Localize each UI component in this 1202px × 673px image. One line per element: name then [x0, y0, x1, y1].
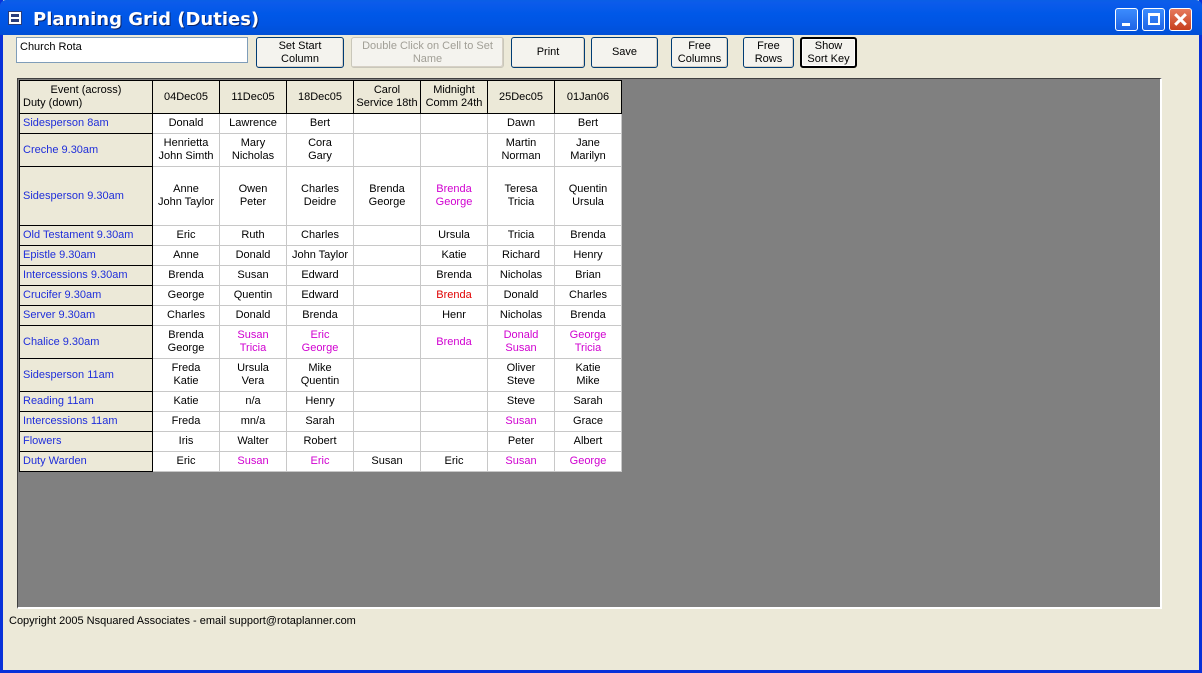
cell-name: Freda: [171, 362, 201, 374]
duty-row-header[interactable]: Reading 11am: [20, 392, 153, 412]
maximize-icon: [1148, 13, 1160, 25]
print-button[interactable]: Print: [511, 37, 585, 68]
cell-name: Richard: [502, 249, 540, 261]
grid-cell[interactable]: [354, 432, 421, 452]
show-sort-key-button[interactable]: [800, 37, 857, 68]
grid-cell[interactable]: [354, 326, 421, 359]
grid-cell[interactable]: [488, 134, 555, 167]
cell-name: Brenda: [436, 183, 472, 195]
planning-grid: [19, 80, 622, 472]
grid-cell[interactable]: [421, 452, 488, 472]
column-header-line: 01Jan06: [566, 90, 610, 103]
grid-cell[interactable]: [354, 266, 421, 286]
grid-cell[interactable]: [220, 392, 287, 412]
table-row: [20, 452, 622, 472]
show-sort-key-line-1: Show: [814, 39, 843, 52]
grid-cell[interactable]: [354, 246, 421, 266]
grid-cell[interactable]: [488, 246, 555, 266]
cell-name: Grace: [573, 415, 603, 427]
grid-cell[interactable]: [488, 452, 555, 472]
free-columns-line-1: Free: [688, 39, 711, 52]
grid-cell[interactable]: [287, 412, 354, 432]
table-row: [20, 266, 622, 286]
close-icon: [1170, 9, 1191, 30]
cell-name: Edward: [301, 289, 339, 301]
grid-cell[interactable]: [488, 326, 555, 359]
duty-row-header[interactable]: Flowers: [20, 432, 153, 452]
cell-name: John Taylor: [291, 249, 349, 261]
cell-name: Jane: [576, 137, 600, 149]
cell-name: Eric: [444, 455, 464, 467]
grid-cell[interactable]: [220, 246, 287, 266]
cell-name: Donald: [235, 309, 271, 321]
grid-cell[interactable]: [354, 359, 421, 392]
rota-name-input[interactable]: Church Rota: [16, 37, 248, 63]
free-columns-line-2: Columns: [677, 52, 722, 65]
cell-name: Eric: [310, 455, 330, 467]
cell-name: Quentin: [300, 375, 340, 387]
grid-cell[interactable]: [555, 114, 622, 134]
cell-name: Donald: [503, 289, 539, 301]
copyright-text: Copyright 2005 Nsquared Associates - email support@rotaplanner.com: [9, 615, 356, 627]
grid-cell[interactable]: [220, 432, 287, 452]
cell-name: Peter: [239, 196, 267, 208]
cell-name: Ursula: [438, 229, 470, 241]
hint-line-2: Name: [412, 52, 443, 65]
maximize-button[interactable]: [1142, 8, 1165, 31]
cell-name: Charles: [301, 183, 339, 195]
grid-cell[interactable]: [555, 306, 622, 326]
cell-name: Brenda: [570, 229, 606, 241]
grid-cell[interactable]: [421, 114, 488, 134]
duty-row-header[interactable]: Chalice 9.30am: [20, 326, 153, 359]
cell-name: Susan: [237, 269, 269, 281]
grid-cell[interactable]: [287, 286, 354, 306]
minimize-button[interactable]: [1115, 8, 1138, 31]
cell-name: Brian: [575, 269, 601, 281]
duty-row-header[interactable]: Old Testament 9.30am: [20, 226, 153, 246]
grid-cell[interactable]: [153, 359, 220, 392]
grid-cell[interactable]: [354, 134, 421, 167]
grid-cell[interactable]: [555, 226, 622, 246]
cell-name: George: [301, 342, 339, 354]
grid-cell[interactable]: [287, 114, 354, 134]
column-header-line: Service 18th: [356, 97, 418, 109]
cell-name: Donald: [168, 117, 204, 129]
cell-name: Owen: [238, 183, 268, 195]
free-rows-line-2: Rows: [754, 52, 783, 65]
window-title: Planning Grid (Duties): [33, 9, 260, 30]
grid-cell[interactable]: [421, 306, 488, 326]
grid-cell[interactable]: [153, 452, 220, 472]
grid-cell[interactable]: [488, 432, 555, 452]
duty-row-header[interactable]: Epistle 9.30am: [20, 246, 153, 266]
grid-cell[interactable]: [354, 412, 421, 432]
grid-cell[interactable]: [287, 326, 354, 359]
cell-name: Peter: [507, 435, 535, 447]
column-header[interactable]: [421, 81, 488, 114]
table-row: [20, 286, 622, 306]
cell-name: Freda: [171, 415, 201, 427]
cell-name: Susan: [237, 329, 269, 341]
grid-cell[interactable]: [153, 167, 220, 226]
cell-name: Steve: [506, 375, 536, 387]
corner-duty-label: Duty (down): [23, 97, 83, 109]
grid-cell[interactable]: [488, 306, 555, 326]
cell-name: Martin: [505, 137, 537, 149]
cell-name: George: [435, 196, 473, 208]
cell-name: Dawn: [506, 117, 536, 129]
grid-cell[interactable]: [421, 412, 488, 432]
cell-name: Eric: [176, 229, 196, 241]
cell-name: Bert: [309, 117, 331, 129]
column-header-line: 11Dec05: [231, 90, 275, 103]
column-header-line: 18Dec05: [297, 90, 343, 103]
column-header-line: 25Dec05: [498, 90, 544, 103]
cell-name: Deidre: [303, 196, 337, 208]
duty-row-header[interactable]: Intercessions 11am: [20, 412, 153, 432]
cell-name: Brenda: [168, 269, 204, 281]
table-row: [20, 246, 622, 266]
grid-cell[interactable]: [555, 452, 622, 472]
grid-cell[interactable]: [354, 286, 421, 306]
grid-cell[interactable]: [555, 392, 622, 412]
cell-name: Oliver: [506, 362, 536, 374]
cell-name: Ursula: [572, 196, 604, 208]
grid-cell[interactable]: [287, 246, 354, 266]
duty-row-header[interactable]: Creche 9.30am: [20, 134, 153, 167]
grid-cell[interactable]: [354, 226, 421, 246]
grid-cell[interactable]: [555, 286, 622, 306]
grid-cell[interactable]: [287, 452, 354, 472]
grid-cell[interactable]: [153, 306, 220, 326]
cell-name: Donald: [503, 329, 539, 341]
column-header-line: Midnight: [433, 84, 475, 96]
grid-cell[interactable]: [488, 226, 555, 246]
cell-name: Quentin: [568, 183, 608, 195]
cell-name: Charles: [167, 309, 205, 321]
cell-name: Henrietta: [163, 137, 209, 149]
cell-name: Lawrence: [229, 117, 277, 129]
column-header[interactable]: [153, 81, 220, 114]
grid-cell[interactable]: [354, 167, 421, 226]
grid-cell[interactable]: [421, 326, 488, 359]
column-header[interactable]: [354, 81, 421, 114]
grid-cell[interactable]: [153, 246, 220, 266]
cell-name: Katie: [441, 249, 467, 261]
grid-cell[interactable]: [153, 286, 220, 306]
table-row: [20, 134, 622, 167]
cell-name: Nicholas: [499, 269, 543, 281]
free-columns-button[interactable]: [671, 37, 728, 68]
cell-name: George: [569, 329, 607, 341]
grid-cell[interactable]: [287, 392, 354, 412]
cell-name: George: [569, 455, 607, 467]
cell-name: Mike: [576, 375, 600, 387]
grid-cell[interactable]: [555, 246, 622, 266]
grid-cell[interactable]: [220, 167, 287, 226]
cell-name: Eric: [310, 329, 330, 341]
cell-name: Iris: [178, 435, 194, 447]
cell-name: Ruth: [241, 229, 265, 241]
grid-cell[interactable]: [488, 266, 555, 286]
cell-name: Quentin: [233, 289, 273, 301]
cell-name: Susan: [237, 455, 269, 467]
cell-name: Eric: [176, 455, 196, 467]
grid-cell[interactable]: [421, 134, 488, 167]
cell-name: John Simth: [158, 150, 214, 162]
cell-name: Henr: [442, 309, 466, 321]
grid-cell[interactable]: [220, 226, 287, 246]
cell-name: Brenda: [436, 289, 472, 301]
grid-cell[interactable]: [488, 359, 555, 392]
grid-cell[interactable]: [421, 359, 488, 392]
double-click-hint-button[interactable]: [351, 37, 504, 68]
cell-name: Sarah: [305, 415, 335, 427]
grid-cell[interactable]: [354, 452, 421, 472]
duty-row-header[interactable]: Sidesperson 8am: [20, 114, 153, 134]
title-bar[interactable]: [0, 0, 1202, 35]
grid-cell[interactable]: [488, 412, 555, 432]
cell-name: Tricia: [507, 229, 535, 241]
app-icon[interactable]: [8, 11, 22, 25]
cell-name: Gary: [308, 150, 332, 162]
cell-name: Nicholas: [231, 150, 275, 162]
grid-cell[interactable]: [555, 326, 622, 359]
grid-cell[interactable]: [287, 432, 354, 452]
grid-header-row: [20, 81, 622, 114]
cell-name: Bert: [577, 117, 599, 129]
cell-name: Norman: [501, 150, 541, 162]
cell-name: Brenda: [302, 309, 338, 321]
cell-name: Henry: [573, 249, 603, 261]
cell-name: Teresa: [504, 183, 538, 195]
cell-name: Steve: [506, 395, 536, 407]
cell-name: George: [167, 342, 205, 354]
cell-name: George: [167, 289, 205, 301]
grid-cell[interactable]: [220, 134, 287, 167]
cell-name: Katie: [173, 395, 199, 407]
column-header[interactable]: [220, 81, 287, 114]
grid-cell[interactable]: [354, 306, 421, 326]
grid-cell[interactable]: [287, 306, 354, 326]
cell-name: Brenda: [436, 335, 472, 348]
cell-name: Brenda: [168, 329, 204, 341]
cell-name: Brenda: [436, 269, 472, 281]
table-row: [20, 326, 622, 359]
grid-cell[interactable]: [287, 359, 354, 392]
column-header[interactable]: [488, 81, 555, 114]
column-header-line: 04Dec05: [163, 90, 209, 103]
cell-name: Susan: [505, 455, 537, 467]
cell-name: Vera: [241, 375, 265, 387]
cell-name: Walter: [237, 435, 269, 447]
cell-name: Charles: [569, 289, 607, 301]
cell-name: Edward: [301, 269, 339, 281]
column-header-line: Carol: [373, 84, 401, 96]
corner-event-label: Event (across): [50, 84, 122, 96]
show-sort-key-line-2: Sort Key: [807, 52, 850, 65]
cell-name: John Taylor: [157, 196, 215, 208]
grid-cell[interactable]: [153, 326, 220, 359]
table-row: [20, 359, 622, 392]
grid-cell[interactable]: [153, 392, 220, 412]
grid-cell[interactable]: [153, 266, 220, 286]
grid-cell[interactable]: [153, 134, 220, 167]
grid-cell[interactable]: [220, 114, 287, 134]
grid-cell[interactable]: [287, 167, 354, 226]
cell-name: Anne: [173, 183, 199, 195]
grid-cell[interactable]: [555, 432, 622, 452]
cell-name: Susan: [371, 455, 403, 467]
table-row: [20, 392, 622, 412]
grid-cell[interactable]: [287, 226, 354, 246]
cell-name: Brenda: [570, 309, 606, 321]
cell-name: Donald: [235, 249, 271, 261]
duty-row-header[interactable]: Crucifer 9.30am: [20, 286, 153, 306]
cell-name: Tricia: [239, 342, 267, 354]
grid-cell[interactable]: [421, 286, 488, 306]
grid-cell[interactable]: [153, 114, 220, 134]
grid-cell[interactable]: [421, 392, 488, 412]
table-row: [20, 114, 622, 134]
cell-name: Brenda: [369, 183, 405, 195]
grid-cell[interactable]: [354, 392, 421, 412]
grid-cell[interactable]: [555, 134, 622, 167]
grid-cell[interactable]: [555, 266, 622, 286]
grid-cell[interactable]: [220, 266, 287, 286]
table-row: [20, 306, 622, 326]
grid-cell[interactable]: [153, 432, 220, 452]
cell-name: Anne: [173, 249, 199, 261]
save-button[interactable]: Save: [591, 37, 658, 68]
cell-name: Tricia: [507, 196, 535, 208]
duty-row-header[interactable]: Intercessions 9.30am: [20, 266, 153, 286]
cell-name: Henry: [305, 395, 335, 407]
cell-name: mn/a: [240, 415, 266, 427]
cell-name: n/a: [245, 395, 261, 407]
grid-cell[interactable]: [421, 266, 488, 286]
duty-row-header[interactable]: Server 9.30am: [20, 306, 153, 326]
grid-cell[interactable]: [287, 266, 354, 286]
cell-name: Sarah: [573, 395, 603, 407]
hint-line-1: Double Click on Cell to Set: [362, 39, 493, 52]
grid-cell[interactable]: [354, 114, 421, 134]
grid-cell[interactable]: [220, 412, 287, 432]
table-row: [20, 167, 622, 226]
grid-cell[interactable]: [220, 306, 287, 326]
free-rows-line-1: Free: [757, 39, 780, 52]
grid-cell[interactable]: [555, 167, 622, 226]
duty-row-header[interactable]: Duty Warden: [20, 452, 153, 472]
minimize-icon: [1122, 23, 1130, 26]
grid-cell[interactable]: [287, 134, 354, 167]
grid-cell[interactable]: [488, 392, 555, 412]
grid-cell[interactable]: [555, 412, 622, 432]
grid-cell[interactable]: [220, 452, 287, 472]
column-header[interactable]: [555, 81, 622, 114]
set-start-column-button[interactable]: Set Start Column: [256, 37, 344, 68]
grid-cell[interactable]: [488, 114, 555, 134]
grid-cell[interactable]: [488, 167, 555, 226]
planning-grid-area: [17, 78, 1162, 609]
duty-row-header[interactable]: Sidesperson 9.30am: [20, 167, 153, 226]
cell-name: Ursula: [237, 362, 269, 374]
duty-row-header[interactable]: Sidesperson 11am: [20, 359, 153, 392]
cell-name: Mike: [308, 362, 332, 374]
cell-name: Marilyn: [570, 150, 606, 162]
grid-cell[interactable]: [220, 359, 287, 392]
grid-cell[interactable]: [421, 432, 488, 452]
cell-name: Susan: [505, 415, 537, 427]
cell-name: Charles: [301, 229, 339, 241]
column-header[interactable]: [287, 81, 354, 114]
cell-name: Mary: [240, 137, 266, 149]
grid-cell[interactable]: [153, 226, 220, 246]
cell-name: Cora: [308, 137, 332, 149]
close-button[interactable]: [1169, 8, 1192, 31]
grid-cell[interactable]: [421, 226, 488, 246]
cell-name: Katie: [173, 375, 199, 387]
cell-name: George: [368, 196, 406, 208]
grid-cell[interactable]: [153, 412, 220, 432]
table-row: [20, 432, 622, 452]
free-rows-button[interactable]: [743, 37, 794, 68]
table-row: [20, 412, 622, 432]
grid-cell[interactable]: [488, 286, 555, 306]
grid-cell[interactable]: [220, 326, 287, 359]
grid-cell[interactable]: [220, 286, 287, 306]
cell-name: Tricia: [574, 342, 602, 354]
cell-name: Susan: [505, 342, 537, 354]
cell-name: Robert: [303, 435, 337, 447]
cell-name: Nicholas: [499, 309, 543, 321]
grid-cell[interactable]: [555, 359, 622, 392]
grid-cell[interactable]: [421, 246, 488, 266]
table-row: [20, 226, 622, 246]
grid-corner-header: [20, 81, 153, 114]
cell-name: Albert: [573, 435, 603, 447]
column-header-line: Comm 24th: [425, 97, 483, 109]
cell-name: Katie: [575, 362, 601, 374]
grid-cell[interactable]: [421, 167, 488, 226]
